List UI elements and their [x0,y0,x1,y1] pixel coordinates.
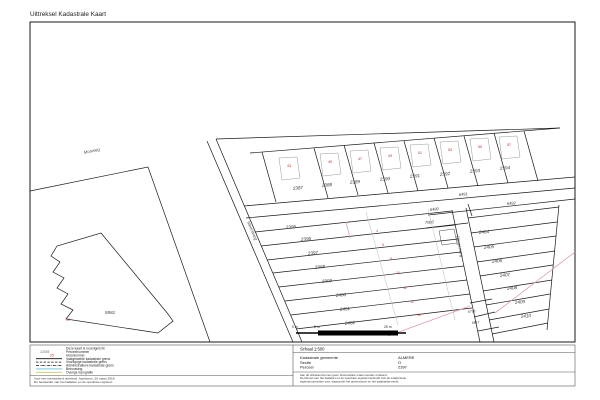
parcel-label: 2397 [307,249,319,256]
scale-25-label: 25 m [384,325,392,329]
house-number: 4 [376,229,378,233]
parcel-label: 2391 [409,172,421,179]
parcel-label: 2409 [514,298,526,305]
parcel-label: 2396 [300,235,312,242]
middle-column-house-numbers [376,229,421,317]
top-row-building-footprints [279,136,520,180]
parcel-label: 2393 [469,167,481,174]
legend-house-number-symbol: 25 [50,353,54,358]
house-number: 14 [410,300,414,304]
legend-item-label: Vastgestelde kadastrale grens [66,356,111,361]
parcel-label: 2405 [483,243,495,250]
disclaimer-line: eigendomsrechten voor, waaronder het auteursrecht en het databankenrecht. [300,379,399,384]
top-row-parcel-labels [292,165,511,191]
legend-item-label: Overige topografie [66,370,94,375]
legend-parcel-number-symbol: 12345 [40,350,50,354]
middle-column-parcel-labels [285,224,356,326]
house-number: 55 [478,145,482,149]
parcel-label: 2410 [520,312,532,319]
parcel-label: 2392 [439,170,451,177]
legend [34,347,115,385]
info-field-value: 2397 [398,364,407,370]
street-label-central: Meentweg [246,220,259,242]
left-area-boundaries [30,167,210,342]
street-label-mosweg: Mosweg [83,146,101,155]
scale-zero-label: 0 m [292,325,298,329]
house-number: 47 [358,157,362,161]
parcel-label: 2398 [314,263,326,270]
parcel-label: 2401 [339,305,351,312]
strip-parcel-boundaries [246,188,575,245]
parcel-label: 2407 [499,271,511,278]
house-number: 53 [448,148,452,152]
parcel-label: 2400 [335,291,347,298]
legend-north-note: Deze kaart is noordgericht [66,346,105,351]
info-field-value: ALMERE [398,355,415,360]
certification-line: Voor een eensluidend uittreksel, Apeldoorn, 26 maart 2018 [34,376,115,381]
parcel-label: 2395 [285,223,297,230]
house-number: 45 [328,160,332,164]
parcel-label-5981: 5981 [105,310,116,315]
top-row-parcel-boundaries [216,128,575,206]
info-field-value: O [398,359,402,365]
parcel-label-6492: 6492 [506,200,516,206]
parcel-label: 2402 [344,319,356,326]
house-number: 49 [388,154,392,158]
house-number: 57 [507,143,511,147]
house-number: 51 [418,151,422,155]
info-field-label: Sectie [300,359,312,365]
legend-item-label: Bebouwing [66,367,83,371]
registrar-line: De bewaarder van het kadaster en de openbare registers [34,380,113,384]
parcel-label: 2406 [491,257,503,264]
disclaimer-line: Aan dit uittreksel kunnen geen betrouwbare maten worden ontleend. [300,373,388,377]
info-block [300,347,415,384]
parcel-label-6491: 6491 [458,191,468,197]
parcel-label-6490: 6490 [429,206,439,212]
house-number: 12 [403,286,407,290]
legend-item-label: Voorlopige kadastrale grens [66,360,107,365]
info-field-label: Kadastrale gemeente [300,355,339,360]
parcel-label: 2399 [321,277,333,284]
scale-five-label: 5 m [314,325,320,329]
parcel-label-7080: 7080 [424,219,434,225]
scale-text: Schaal 1:500 [300,346,325,352]
legend-item-label: Administratieve kadastrale grens [66,363,114,368]
page-title: Uittreksel Kadastrale Kaart [30,11,107,18]
house-number: 6 [382,243,384,247]
map-frame [30,22,575,342]
parcel-label: 2408 [506,284,518,291]
parcel-label-6798: 6798 [467,309,476,314]
parcel-label-6817: 6817 [471,320,480,325]
info-field-label: Perceel [300,364,314,370]
parcel-label: 2387 [292,184,304,191]
legend-item-label: Huisnummer [66,353,85,358]
house-number-19: 19 [66,318,70,322]
house-number: 8 [390,257,392,261]
parcel-label: 2390 [379,175,391,182]
house-number: 10 [396,271,400,275]
parcel-label: 2389 [349,178,361,185]
parcel-label: 2394 [499,164,511,171]
parcel-label: 2388 [321,181,333,188]
right-column-boundaries [468,205,559,334]
street-label-right: Slingerweg [455,235,465,258]
scale-bar [292,325,406,336]
parcel-label: 2404 [478,228,490,235]
house-number: 43 [287,164,291,168]
legend-item-label: Perceelnummer [66,350,90,354]
disclaimer-line: De Dienst voor het kadaster en de openbare registers behoudt zich de intellectuele [300,376,407,381]
house-number: 16 [417,313,421,317]
